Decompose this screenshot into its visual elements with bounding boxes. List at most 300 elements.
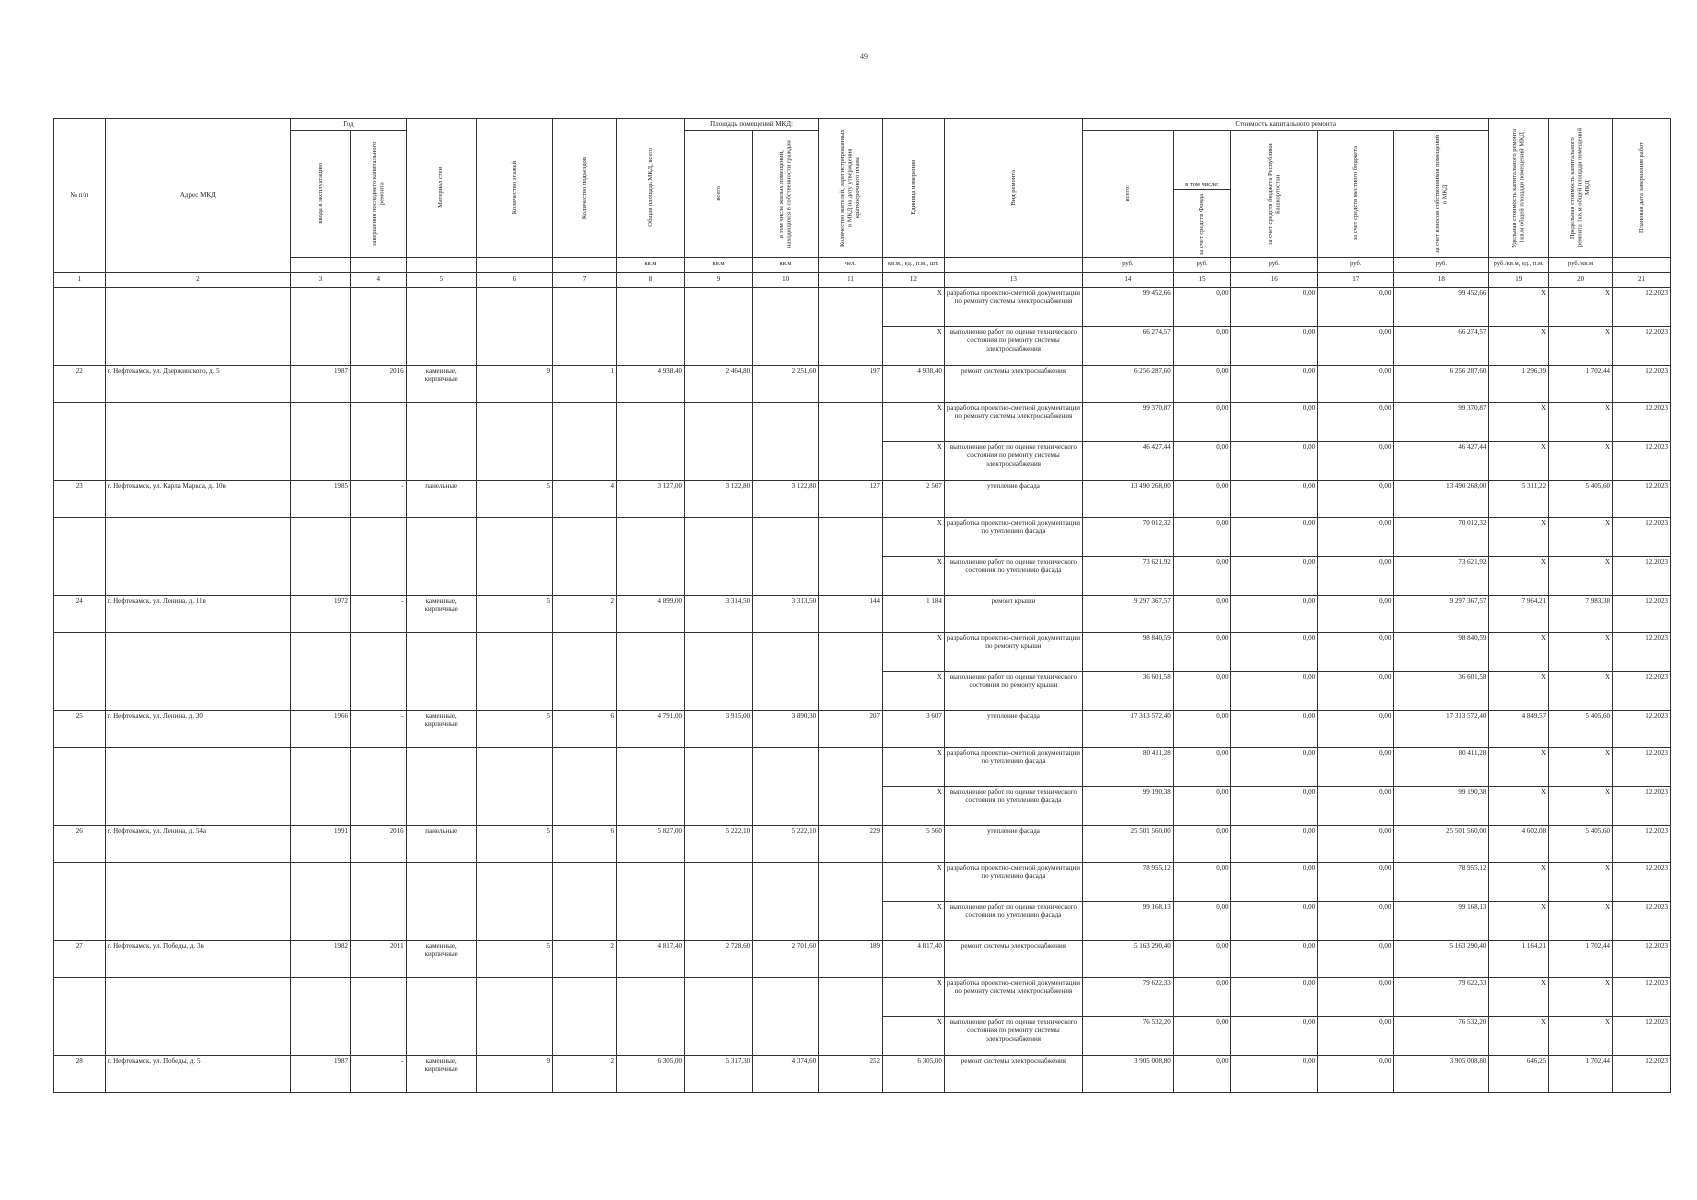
floors-cell (476, 786, 552, 825)
premises-living-cell: 2 251,60 (753, 365, 819, 402)
cost-total-cell: 73 621,92 (1083, 556, 1174, 595)
wall-material-cell (406, 326, 476, 365)
cost-local-cell: 0,00 (1318, 326, 1394, 365)
cost-fund-cell: 0,00 (1173, 825, 1231, 862)
repair-type-cell: утепление фасада (944, 710, 1082, 747)
residents-cell: 189 (819, 940, 883, 977)
residents-cell (819, 977, 883, 1016)
total-area-cell (616, 632, 684, 671)
header-cost-fund: в том числе: за счет средств Фонда (1173, 130, 1231, 257)
header-entrances: Количество подъездов (553, 119, 617, 258)
header-premises-total: всего (685, 130, 753, 257)
limit-cost-cell: Х (1549, 977, 1613, 1016)
limit-cost-cell: Х (1549, 671, 1613, 710)
residents-cell: 127 (819, 480, 883, 517)
wall-material-cell (406, 862, 476, 901)
floors-cell (476, 747, 552, 786)
floors-cell: 5 (476, 940, 552, 977)
address-cell (105, 977, 291, 1016)
cost-local-cell: 0,00 (1318, 556, 1394, 595)
table-row (54, 901, 1671, 940)
unit-value-cell: Х (882, 671, 944, 710)
cost-total-cell: 78 955,12 (1083, 862, 1174, 901)
cost-local-cell: 0,00 (1318, 940, 1394, 977)
cost-owners-cell: 70 012,32 (1394, 517, 1489, 556)
unit-label (944, 257, 1082, 272)
planned-date-cell: 12.2023 (1613, 287, 1671, 326)
cost-total-cell: 36 601,58 (1083, 671, 1174, 710)
column-number: 13 (944, 272, 1082, 287)
last-repair-year-cell: 2016 (350, 365, 406, 402)
cost-owners-cell: 9 297 367,57 (1394, 595, 1489, 632)
premises-total-cell (685, 441, 753, 480)
wall-material-cell: каменные, кирпичные (406, 595, 476, 632)
premises-total-cell: 5 222,10 (685, 825, 753, 862)
entrances-cell (553, 786, 617, 825)
wall-material-cell: каменные, кирпичные (406, 940, 476, 977)
premises-living-cell: 5 222,10 (753, 825, 819, 862)
cost-republic-cell: 0,00 (1231, 517, 1318, 556)
table-row (54, 441, 1671, 480)
header-planned-date: Плановая дата завершения работ (1613, 119, 1671, 258)
unit-label: кв.м., ед., п.м., шт. (882, 257, 944, 272)
address-cell (105, 786, 291, 825)
limit-cost-cell: Х (1549, 517, 1613, 556)
limit-cost-cell: 1 702,44 (1549, 1055, 1613, 1092)
unit-value-cell: Х (882, 287, 944, 326)
repair-type-cell: выполнение работ по оценке технического состояния по утеплению фасада (944, 786, 1082, 825)
planned-date-cell: 12.2023 (1613, 480, 1671, 517)
cost-republic-cell: 0,00 (1231, 556, 1318, 595)
capital-repair-table-sheet (53, 118, 1671, 1093)
column-number: 18 (1394, 272, 1489, 287)
table-row (54, 595, 1671, 632)
total-area-cell (616, 747, 684, 786)
residents-cell (819, 517, 883, 556)
specific-cost-cell: Х (1489, 671, 1549, 710)
planned-date-cell: 12.2023 (1613, 901, 1671, 940)
residents-cell: 197 (819, 365, 883, 402)
cost-owners-cell: 99 370,87 (1394, 402, 1489, 441)
repair-type-cell: разработка проектно-сметной документации по утеплению фасада (944, 517, 1082, 556)
cost-local-cell: 0,00 (1318, 595, 1394, 632)
table-row (54, 1055, 1671, 1092)
cost-fund-cell: 0,00 (1173, 402, 1231, 441)
cost-total-cell: 99 452,66 (1083, 287, 1174, 326)
cost-total-cell: 46 427,44 (1083, 441, 1174, 480)
unit-label: кв.м (616, 257, 684, 272)
residents-cell: 252 (819, 1055, 883, 1092)
wall-material-cell (406, 441, 476, 480)
table-row (54, 862, 1671, 901)
limit-cost-cell: 1 702,44 (1549, 365, 1613, 402)
unit-value-cell: Х (882, 747, 944, 786)
cost-fund-cell: 0,00 (1173, 365, 1231, 402)
floors-cell (476, 671, 552, 710)
address-cell (105, 1016, 291, 1055)
floors-cell: 5 (476, 710, 552, 747)
cost-local-cell: 0,00 (1318, 901, 1394, 940)
cost-total-cell: 79 622,33 (1083, 977, 1174, 1016)
cost-fund-cell: 0,00 (1173, 632, 1231, 671)
row-number-cell: 26 (54, 825, 106, 862)
unit-label: руб. (1231, 257, 1318, 272)
cost-fund-cell: 0,00 (1173, 1016, 1231, 1055)
premises-living-cell (753, 786, 819, 825)
entrances-cell: 2 (553, 940, 617, 977)
entrances-cell (553, 1016, 617, 1055)
table-row (54, 977, 1671, 1016)
cost-owners-cell: 17 313 572,40 (1394, 710, 1489, 747)
commission-year-cell: 1966 (291, 710, 351, 747)
column-number: 12 (882, 272, 944, 287)
floors-cell (476, 287, 552, 326)
cost-fund-cell: 0,00 (1173, 287, 1231, 326)
cost-local-cell: 0,00 (1318, 825, 1394, 862)
header-premises-living: в том числе жилых помещений, находящихся в собственности граждан (753, 130, 819, 257)
limit-cost-cell: 7 983,38 (1549, 595, 1613, 632)
address-cell (105, 632, 291, 671)
total-area-cell (616, 287, 684, 326)
cost-fund-cell: 0,00 (1173, 901, 1231, 940)
limit-cost-cell: Х (1549, 632, 1613, 671)
cost-owners-cell: 99 452,66 (1394, 287, 1489, 326)
cost-local-cell: 0,00 (1318, 710, 1394, 747)
unit-label: руб. (1318, 257, 1394, 272)
planned-date-cell: 12.2023 (1613, 671, 1671, 710)
last-repair-year-cell (350, 862, 406, 901)
row-number-cell (54, 901, 106, 940)
column-number: 3 (291, 272, 351, 287)
premises-living-cell: 3 313,50 (753, 595, 819, 632)
repair-type-cell: разработка проектно-сметной документации по ремонту системы электроснабжения (944, 977, 1082, 1016)
unit-value-cell: Х (882, 402, 944, 441)
cost-local-cell: 0,00 (1318, 747, 1394, 786)
table-row (54, 480, 1671, 517)
cost-owners-cell: 76 532,20 (1394, 1016, 1489, 1055)
premises-living-cell (753, 441, 819, 480)
premises-living-cell (753, 326, 819, 365)
address-cell: г. Нефтекамск, ул. Ленина, д. 30 (105, 710, 291, 747)
header-year-group: Год (291, 119, 406, 131)
cost-local-cell: 0,00 (1318, 671, 1394, 710)
planned-date-cell: 12.2023 (1613, 977, 1671, 1016)
repair-type-cell: выполнение работ по оценке технического состояния по ремонту системы электроснабжения (944, 1016, 1082, 1055)
last-repair-year-cell (350, 517, 406, 556)
specific-cost-cell: Х (1489, 786, 1549, 825)
commission-year-cell (291, 326, 351, 365)
cost-local-cell: 0,00 (1318, 402, 1394, 441)
planned-date-cell: 12.2023 (1613, 365, 1671, 402)
wall-material-cell (406, 1016, 476, 1055)
specific-cost-cell: Х (1489, 402, 1549, 441)
cost-republic-cell: 0,00 (1231, 441, 1318, 480)
specific-cost-cell: 646,25 (1489, 1055, 1549, 1092)
cost-local-cell: 0,00 (1318, 786, 1394, 825)
commission-year-cell (291, 556, 351, 595)
cost-republic-cell: 0,00 (1231, 901, 1318, 940)
residents-cell (819, 1016, 883, 1055)
cost-republic-cell: 0,00 (1231, 940, 1318, 977)
cost-owners-cell: 98 840,59 (1394, 632, 1489, 671)
premises-total-cell: 5 317,30 (685, 1055, 753, 1092)
planned-date-cell: 12.2023 (1613, 632, 1671, 671)
entrances-cell (553, 632, 617, 671)
limit-cost-cell: 5 405,60 (1549, 480, 1613, 517)
column-number: 19 (1489, 272, 1549, 287)
last-repair-year-cell: 2011 (350, 940, 406, 977)
premises-living-cell (753, 632, 819, 671)
last-repair-year-cell (350, 786, 406, 825)
cost-local-cell: 0,00 (1318, 632, 1394, 671)
repair-type-cell: ремонт крыши (944, 595, 1082, 632)
residents-cell (819, 441, 883, 480)
repair-type-cell: ремонт системы электроснабжения (944, 1055, 1082, 1092)
last-repair-year-cell (350, 326, 406, 365)
column-number: 14 (1083, 272, 1174, 287)
table-row (54, 940, 1671, 977)
entrances-cell: 2 (553, 1055, 617, 1092)
address-cell: г. Нефтекамск, ул. Карла Маркса, д. 10в (105, 480, 291, 517)
column-number: 1 (54, 272, 106, 287)
cost-republic-cell: 0,00 (1231, 632, 1318, 671)
cost-owners-cell: 66 274,57 (1394, 326, 1489, 365)
total-area-cell (616, 556, 684, 595)
unit-value-cell: Х (882, 862, 944, 901)
wall-material-cell (406, 671, 476, 710)
cost-fund-cell: 0,00 (1173, 441, 1231, 480)
repair-type-cell: выполнение работ по оценке технического состояния по утеплению фасада (944, 901, 1082, 940)
premises-living-cell (753, 671, 819, 710)
premises-living-cell (753, 1016, 819, 1055)
planned-date-cell: 12.2023 (1613, 402, 1671, 441)
unit-label: руб. (1173, 257, 1231, 272)
address-cell (105, 402, 291, 441)
floors-cell (476, 901, 552, 940)
table-row (54, 326, 1671, 365)
address-cell (105, 556, 291, 595)
header-floors: Количество этажей (476, 119, 552, 258)
cost-total-cell: 99 168,13 (1083, 901, 1174, 940)
unit-value-cell: 3 607 (882, 710, 944, 747)
residents-cell (819, 901, 883, 940)
planned-date-cell: 12.2023 (1613, 1055, 1671, 1092)
cost-total-cell: 99 370,87 (1083, 402, 1174, 441)
cost-owners-cell: 99 168,13 (1394, 901, 1489, 940)
premises-living-cell (753, 287, 819, 326)
specific-cost-cell: Х (1489, 747, 1549, 786)
unit-label: руб./кв.м (1549, 257, 1613, 272)
table-row (54, 632, 1671, 671)
cost-republic-cell: 0,00 (1231, 747, 1318, 786)
header-last-repair-year: завершения последнего капитального ремонта (350, 130, 406, 257)
cost-fund-cell: 0,00 (1173, 747, 1231, 786)
last-repair-year-cell (350, 441, 406, 480)
commission-year-cell (291, 632, 351, 671)
header-cost-total: всего: (1083, 130, 1174, 257)
residents-cell (819, 786, 883, 825)
planned-date-cell: 12.2023 (1613, 710, 1671, 747)
cost-republic-cell: 0,00 (1231, 671, 1318, 710)
commission-year-cell (291, 1016, 351, 1055)
premises-living-cell (753, 862, 819, 901)
repair-type-cell: выполнение работ по оценке технического состояния по ремонту крыши (944, 671, 1082, 710)
page-number: 49 (860, 52, 868, 61)
entrances-cell: 6 (553, 710, 617, 747)
specific-cost-cell: Х (1489, 517, 1549, 556)
cost-republic-cell: 0,00 (1231, 287, 1318, 326)
cost-republic-cell: 0,00 (1231, 402, 1318, 441)
entrances-cell (553, 901, 617, 940)
last-repair-year-cell: 2016 (350, 825, 406, 862)
table-row (54, 786, 1671, 825)
unit-label: кв.м (753, 257, 819, 272)
unit-label: кв.м (685, 257, 753, 272)
cost-fund-cell: 0,00 (1173, 671, 1231, 710)
entrances-cell (553, 671, 617, 710)
premises-total-cell (685, 671, 753, 710)
limit-cost-cell: Х (1549, 786, 1613, 825)
address-cell: г. Нефтекамск, ул. Победы, д. 3в (105, 940, 291, 977)
table-row (54, 671, 1671, 710)
commission-year-cell (291, 786, 351, 825)
cost-local-cell: 0,00 (1318, 441, 1394, 480)
wall-material-cell: панельные (406, 480, 476, 517)
commission-year-cell: 1985 (291, 480, 351, 517)
entrances-cell (553, 556, 617, 595)
premises-total-cell (685, 901, 753, 940)
last-repair-year-cell (350, 901, 406, 940)
header-premises-area-group: Площадь помещений МКД: (685, 119, 819, 131)
header-total-area: Общая площадь МКД, всего (616, 119, 684, 258)
specific-cost-cell: Х (1489, 862, 1549, 901)
cost-republic-cell: 0,00 (1231, 480, 1318, 517)
cost-republic-cell: 0,00 (1231, 595, 1318, 632)
column-number: 7 (553, 272, 617, 287)
cost-total-cell: 9 297 367,57 (1083, 595, 1174, 632)
floors-cell: 9 (476, 365, 552, 402)
unit-label: чел. (819, 257, 883, 272)
commission-year-cell: 1991 (291, 825, 351, 862)
repair-type-cell: разработка проектно-сметной документации по утеплению фасада (944, 747, 1082, 786)
specific-cost-cell: 4 849,57 (1489, 710, 1549, 747)
table-row (54, 517, 1671, 556)
row-number-cell: 25 (54, 710, 106, 747)
wall-material-cell: панельные (406, 825, 476, 862)
column-number: 21 (1613, 272, 1671, 287)
cost-owners-cell: 13 490 268,00 (1394, 480, 1489, 517)
unit-value-cell: Х (882, 441, 944, 480)
cost-republic-cell: 0,00 (1231, 710, 1318, 747)
total-area-cell (616, 326, 684, 365)
column-number: 16 (1231, 272, 1318, 287)
column-number: 15 (1173, 272, 1231, 287)
unit-value-cell: Х (882, 901, 944, 940)
cost-local-cell: 0,00 (1318, 1016, 1394, 1055)
specific-cost-cell: Х (1489, 901, 1549, 940)
floors-cell: 5 (476, 480, 552, 517)
column-number: 20 (1549, 272, 1613, 287)
address-cell (105, 326, 291, 365)
row-number-cell: 24 (54, 595, 106, 632)
header-cost-owners: за счет взносов собственников помещений в МКД (1394, 130, 1489, 257)
floors-cell (476, 441, 552, 480)
cost-total-cell: 70 012,32 (1083, 517, 1174, 556)
specific-cost-cell: 1 164,21 (1489, 940, 1549, 977)
column-number: 6 (476, 272, 552, 287)
header-wall-material: Материал стен (406, 119, 476, 258)
specific-cost-cell: Х (1489, 556, 1549, 595)
entrances-cell (553, 287, 617, 326)
last-repair-year-cell: - (350, 1055, 406, 1092)
last-repair-year-cell: - (350, 480, 406, 517)
repair-type-cell: ремонт системы электроснабжения (944, 365, 1082, 402)
cost-owners-cell: 3 905 008,80 (1394, 1055, 1489, 1092)
unit-value-cell: 4 938,40 (882, 365, 944, 402)
cost-fund-cell: 0,00 (1173, 326, 1231, 365)
limit-cost-cell: 5 405,60 (1549, 710, 1613, 747)
total-area-cell (616, 441, 684, 480)
row-number-cell (54, 402, 106, 441)
column-number: 17 (1318, 272, 1394, 287)
residents-cell (819, 556, 883, 595)
column-number: 4 (350, 272, 406, 287)
planned-date-cell: 12.2023 (1613, 556, 1671, 595)
total-area-cell: 4 817,40 (616, 940, 684, 977)
limit-cost-cell: 1 702,44 (1549, 940, 1613, 977)
row-number-cell (54, 977, 106, 1016)
cost-owners-cell: 6 256 287,60 (1394, 365, 1489, 402)
unit-label: руб. (1083, 257, 1174, 272)
cost-owners-cell: 46 427,44 (1394, 441, 1489, 480)
planned-date-cell: 12.2023 (1613, 595, 1671, 632)
specific-cost-cell: 5 311,22 (1489, 480, 1549, 517)
unit-label: руб./кв.м, ед., п.м. (1489, 257, 1549, 272)
premises-total-cell: 3 915,00 (685, 710, 753, 747)
floors-cell (476, 517, 552, 556)
cost-local-cell: 0,00 (1318, 862, 1394, 901)
repair-type-cell: утепление фасада (944, 480, 1082, 517)
planned-date-cell: 12.2023 (1613, 1016, 1671, 1055)
entrances-cell (553, 747, 617, 786)
commission-year-cell (291, 402, 351, 441)
commission-year-cell (291, 862, 351, 901)
wall-material-cell (406, 786, 476, 825)
specific-cost-cell: 7 964,21 (1489, 595, 1549, 632)
planned-date-cell: 12.2023 (1613, 326, 1671, 365)
header-no: № п/п (54, 119, 106, 273)
premises-total-cell (685, 862, 753, 901)
residents-cell (819, 402, 883, 441)
wall-material-cell (406, 901, 476, 940)
total-area-cell (616, 786, 684, 825)
cost-owners-cell: 36 601,58 (1394, 671, 1489, 710)
cost-fund-cell: 0,00 (1173, 517, 1231, 556)
floors-cell: 5 (476, 595, 552, 632)
unit-label (1613, 257, 1671, 272)
premises-living-cell: 2 701,60 (753, 940, 819, 977)
cost-owners-cell: 25 501 560,00 (1394, 825, 1489, 862)
premises-living-cell (753, 747, 819, 786)
cost-republic-cell: 0,00 (1231, 1055, 1318, 1092)
floors-cell (476, 402, 552, 441)
limit-cost-cell: Х (1549, 287, 1613, 326)
specific-cost-cell: Х (1489, 1016, 1549, 1055)
commission-year-cell (291, 517, 351, 556)
premises-total-cell (685, 517, 753, 556)
cost-local-cell: 0,00 (1318, 287, 1394, 326)
unit-value-cell: Х (882, 517, 944, 556)
